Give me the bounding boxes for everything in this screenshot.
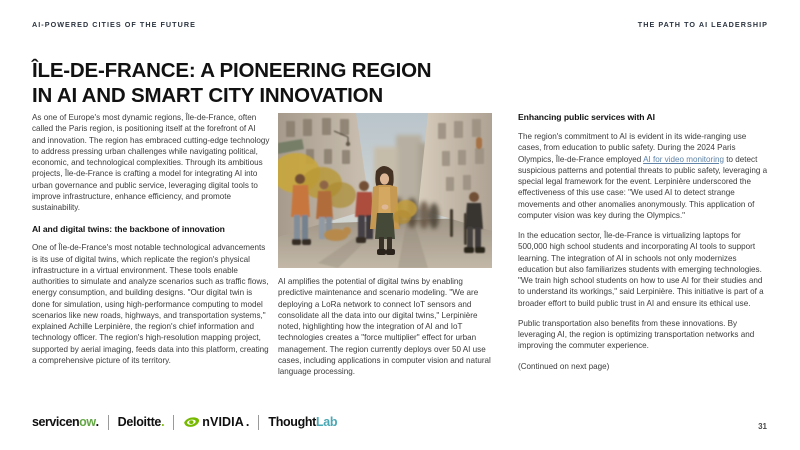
logo-thoughtlab-part1: Thought: [268, 415, 316, 429]
logo-nvidia-wordmark: nVIDIA: [202, 415, 244, 429]
continued-note: (Continued on next page): [518, 361, 610, 371]
logo-servicenow-part2: ow: [79, 415, 96, 429]
column-right: [518, 112, 770, 381]
page-number: 31: [758, 422, 767, 431]
logo-thoughtlab-part2: Lab: [315, 415, 338, 429]
logo-nvidia-dot: .: [245, 415, 250, 429]
logo-deloitte: [118, 415, 165, 429]
column-left: [32, 112, 270, 375]
left-intro-paragraph: As one of Europe's most dynamic regions, Île-de-France, often called the Paris region, is positioning itself at the forefront of AI and innovation. The region has embraced cutting-edge technology to address pressing urban challenges while navigating political, economic, and technological complexities. Through its ambitious projects, Île-de-France is crafting a model for integrating AI into urban governance and public service, leveraging digital tools to improve infrastructure, enhance efficiency, and promote sustainability.: [32, 113, 270, 212]
right-paragraph-3: Public transportation also benefits from these innovations. By leveraging AI, the region is optimizing transportation networks and improving the commuter experience.: [518, 318, 755, 351]
nvidia-eye-icon: [183, 416, 200, 428]
running-head-right: THE PATH TO AI LEADERSHIP: [637, 19, 768, 29]
logo-divider-2: [173, 415, 174, 430]
left-body-paragraph: One of Île-de-France's most notable technological advancements is its use of digital twins, which replicate the region's physical infrastructure in a virtual environment. These tools enable authorities to simulate and analyze scenarios such as traffic flows, energy consumption, and building designs. "Our digital twin is done for simulation, using high-performance computing to model scenarios like new roads, highways, and transportation systems," explained Achille Lerpinière, the region's chief information and technology officer. The region's high-resolution mapping project, supported by aerial imaging, feeds data into this platform, creating a comprehensive picture of its territory.: [32, 243, 269, 365]
logo-divider-1: [108, 415, 109, 430]
street-photo: [278, 113, 492, 268]
logo-deloitte-wordmark: Deloitte: [117, 415, 162, 429]
right-paragraph-1-before-link: The region's commitment to AI is evident in its wide-ranging use cases, from education to public safety. During the 2024 Paris Olympics, Île-de-France employed: [518, 132, 747, 164]
logo-divider-3: [258, 415, 259, 430]
logo-servicenow-part1: servicen: [32, 415, 80, 429]
footer-logo-bar: [32, 412, 337, 432]
right-paragraph-2: In the education sector, Île-de-France is virtualizing laptops for 500,000 high school students and incorporating AI tools to support learning. The integration of AI in schools not only modernizes education but also familiarizes students with emerging technologies. "We train high school students on how to use AI for their studies and to understand its workings," said Lerpinière. This initiative is part of a broader effort to build public trust in AI and ensure its ethical use.: [518, 231, 764, 308]
running-head-left: AI-POWERED CITIES OF THE FUTURE: [32, 19, 196, 29]
street-photo-artwork: [278, 113, 492, 268]
ai-video-monitoring-link[interactable]: AI for video monitoring: [643, 154, 725, 164]
page-title: [32, 58, 652, 108]
photo-caption: [278, 276, 494, 377]
right-paragraph-1-after-link: to detect suspicious patterns and potential threats to public safety, leveraging a special legal framework for the event. Lerpinière underscored the effectiveness of this use case: "We used AI to detect strange movements and other anomalies anonymously. This application of computer vision was key during the Olympics.": [518, 154, 768, 220]
left-section-heading: AI and digital twins: the backbone of innovation: [32, 224, 225, 235]
logo-servicenow: [32, 415, 99, 429]
logo-nvidia: [183, 415, 249, 429]
right-section-heading: Enhancing public services with AI: [518, 112, 655, 122]
right-paragraph-1: [518, 131, 770, 221]
logo-deloitte-dot: .: [161, 415, 165, 429]
page-title-line-1: ÎLE-DE-FRANCE: A PIONEERING REGION: [32, 58, 432, 82]
photo-caption-text: AI amplifies the potential of digital twins by enabling predictive maintenance and scenario modeling. "We are deploying a LoRa network to connect IoT sensors and consolidate all the data into our digital twins," Lerpinière noted, highlighting how the integration of AI and IoT technologies creates a "force multiplier" effect for urban management. The region currently deploys over 50 AI use cases, including applications in computer vision and natural language processing.: [278, 277, 491, 376]
logo-thoughtlab: [268, 415, 337, 429]
logo-servicenow-part3: .: [95, 415, 99, 429]
running-head: [32, 18, 768, 30]
page-title-line-2: IN AI AND SMART CITY INNOVATION: [32, 83, 384, 107]
